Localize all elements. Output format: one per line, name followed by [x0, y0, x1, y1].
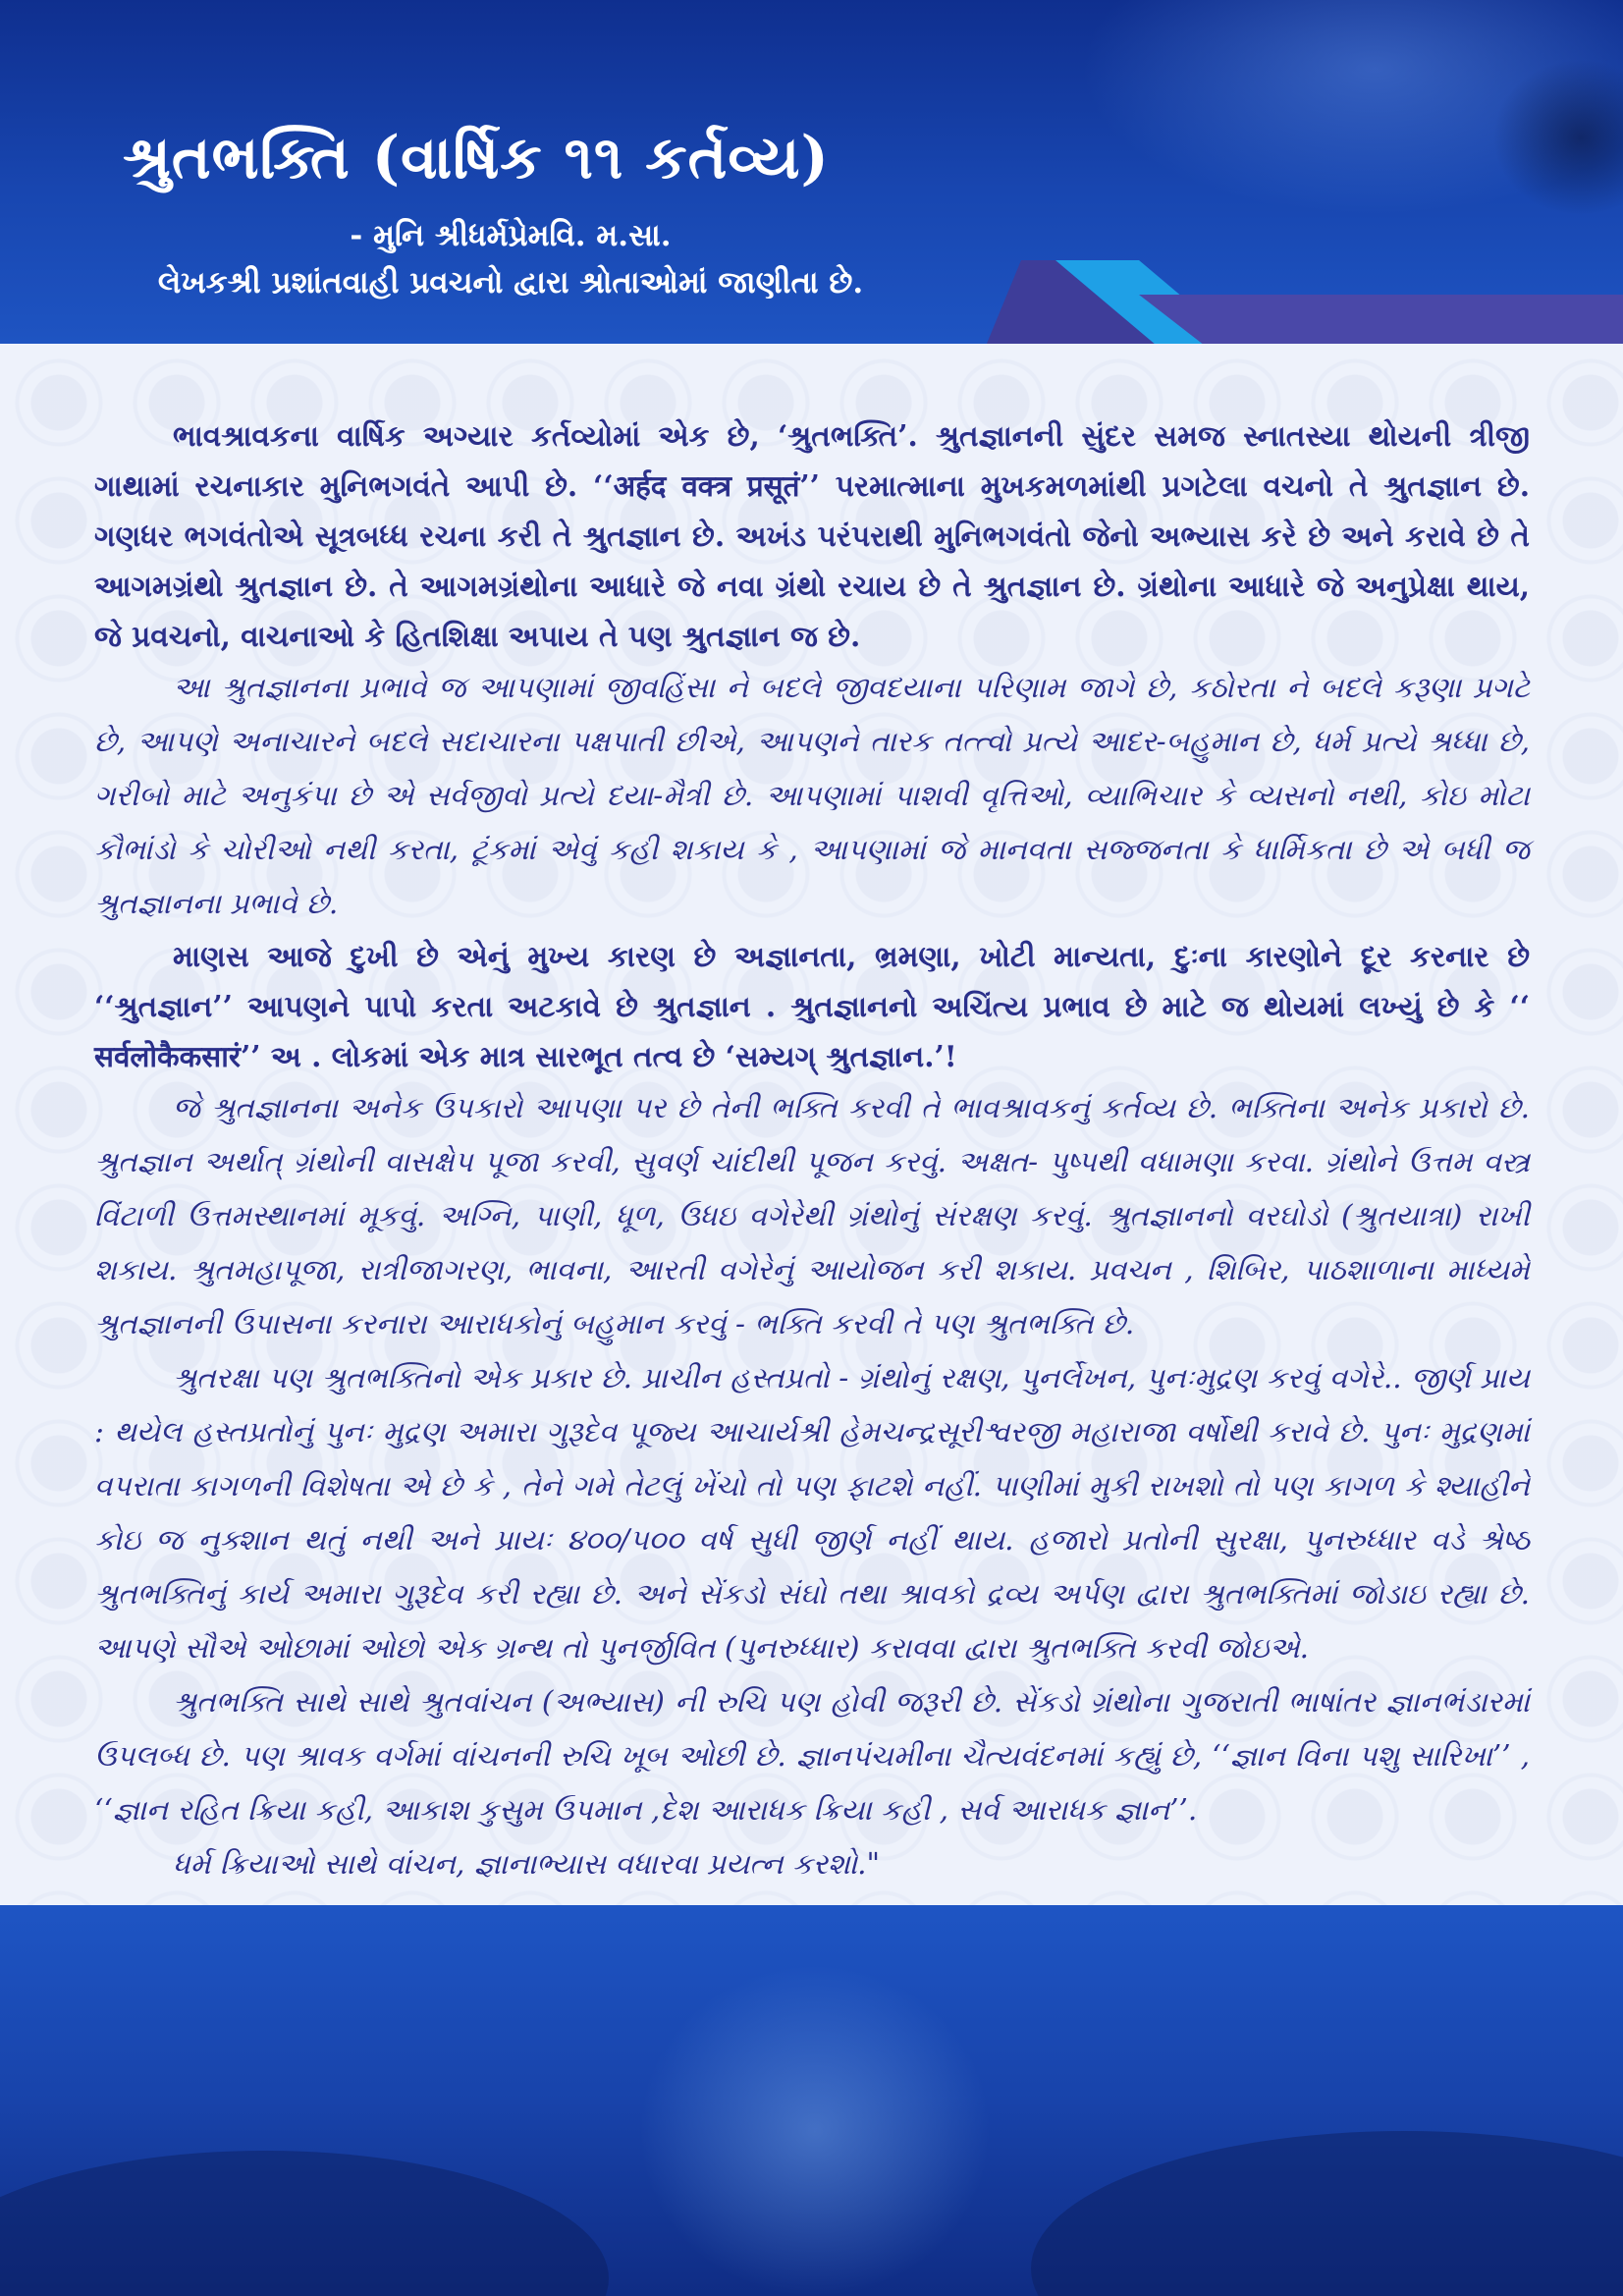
article-body	[94, 410, 1530, 1891]
author-description: લેખકશ્રી પ્રશાંતવાહી પ્રવચનો દ્વારા શ્રોતાઓમાં જાણીતા છે.	[157, 265, 864, 301]
footer-glow-orb	[638, 1964, 992, 2296]
footer-banner	[0, 1905, 1623, 2296]
paragraph: શ્રુતભક્તિ સાથે સાથે શ્રુતવાંચન (અભ્યાસ) ની રુચિ પણ હોવી જરૂરી છે. સેંકડો ગ્રંથોના ગુજરાતી ભાષાંતર જ્ઞાનભંડારમાં ઉપલબ્ધ છે. પણ શ્રાવક વર્ગમાં વાંચનની રુચિ ખૂબ ઓછી છે. જ્ઞાનપંચમીના ચૈત્યવંદનમાં કહ્યું છે, ‘‘જ્ઞાન વિના પશુ સારિખા’’ , ‘‘જ્ઞાન રહિત ક્રિયા કહી, આકાશ કુસુમ ઉપમાન ,દેશ આરાધક ક્રિયા કહી , સર્વ આરાધક જ્ઞાન’’.	[94, 1685, 1530, 1827]
author-line: - મુનિ શ્રીધર્મપ્રેમવિ. મ.સા.	[350, 218, 672, 253]
paragraph: માણસ આજે દુખી છે એનું મુખ્ય કારણ છે અજ્ઞાનતા, ભ્રમણા, ખોટી માન્યતા, દુઃના કારણોને દૂર કરનાર છે ‘‘શ્રુતજ્ઞાન’’ આપણને પાપો કરતા અટકાવે છે શ્રુતજ્ઞાન . શ્રુતજ્ઞાનનો અચિંત્ય પ્રભાવ છે માટે જ થોયમાં લખ્યું છે કે ‘‘ सर्वलोकैकसारं’’ અ . લોકમાં એક માત્ર સારભૂત તત્વ છે ‘સમ્યગ્ શ્રુતજ્ઞાન.’!	[94, 939, 1530, 1073]
paragraph: આ શ્રુતજ્ઞાનના પ્રભાવે જ આપણામાં જીવહિંસા ને બદલે જીવદયાના પરિણામ જાગે છે, કઠોરતા ને બદલે કરૂણા પ્રગટે છે, આપણે અનાચારને બદલે સદાચારના પક્ષપાતી છીએ, આપણને તારક તત્ત્વો પ્રત્યે આદર-બહુમાન છે, ધર્મ પ્રત્યે શ્રધ્ધા છે, ગરીબો માટે અનુકંપા છે એ સર્વજીવો પ્રત્યે દયા-મૈત્રી છે. આપણામાં પાશવી વૃત્તિઓ, વ્યાભિચાર કે વ્યસનો નથી, કોઇ મોટા કૌભાંડો કે ચોરીઓ નથી કરતા, ટૂંકમાં એવું કહી શકાય કે , આપણામાં જે માનવતા સજ્જનતા કે ધાર્મિકતા છે એ બધી જ શ્રુતજ્ઞાનના પ્રભાવે છે.	[94, 671, 1530, 920]
paragraph: ભાવશ્રાવકના વાર્ષિક અગ્યાર કર્તવ્યોમાં એક છે, ‘શ્રુતભક્તિ’. શ્રુતજ્ઞાનની સુંદર સમજ સ્નાતસ્યા થોયની ત્રીજી ગાથામાં રચનાકાર મુનિભગવંતે આપી છે. ‘‘अर्हद वक्त्र प्रसूतं’’ પરમાત્માના મુખકમળમાંથી પ્રગટેલા વચનો તે શ્રુતજ્ઞાન છે. ગણધર ભગવંતોએ સૂત્રબધ્ધ રચના કરી તે શ્રુતજ્ઞાન છે. અખંડ પરંપરાથી મુનિભગવંતો જેનો અભ્યાસ કરે છે અને કરાવે છે તે આગમગ્રંથો શ્રુતજ્ઞાન છે. તે આગમગ્રંથોના આધારે જે નવા ગ્રંથો રચાય છે તે શ્રુતજ્ઞાન છે. ગ્રંથોના આધારે જે અનુપ્રેક્ષા થાય, જે પ્રવચનો, વાચનાઓ કે હિતશિક્ષા અપાય તે પણ શ્રુતજ્ઞાન જ છે.	[94, 418, 1530, 653]
footer-dune-left	[0, 2151, 609, 2296]
paragraph: શ્રુતરક્ષા પણ શ્રુતભક્તિનો એક પ્રકાર છે. પ્રાચીન હસ્તપ્રતો - ગ્રંથોનું રક્ષણ, પુનર્લેખન, પુનઃમુદ્રણ કરવું વગેરે.. જીર્ણ પ્રાય : થયેલ હસ્તપ્રતોનું પુનઃ મુદ્રણ અમારા ગુરૂદેવ પૂજ્ય આચાર્યશ્રી હેમચન્દ્રસૂરીશ્વરજી મહારાજા વર્ષોથી કરાવે છે. પુનઃ મુદ્રણમાં વપરાતા કાગળની વિશેષતા એ છે કે , તેને ગમે તેટલું ખેંચો તો પણ ફાટશે નહીં. પાણીમાં મુકી રાખશો તો પણ કાગળ કે શ્યાહીને કોઇ જ નુક્શાન થતું નથી અને પ્રાયઃ ૪૦૦/૫૦૦ વર્ષ સુધી જીર્ણ નહીં થાય. હજારો પ્રતોની સુરક્ષા, પુનરુધ્ધાર વડે શ્રેષ્ઠ શ્રુતભક્તિનું કાર્ય અમારા ગુરૂદેવ કરી રહ્યા છે. અને સેંકડો સંઘો તથા શ્રાવકો દ્રવ્ય અર્પણ દ્વારા શ્રુતભક્તિમાં જોડાઇ રહ્યા છે. આપણે સૌએ ઓછામાં ઓછો એક ગ્રન્થ તો પુનર્જીવિત (પુનરુધ્ધાર) કરાવવા દ્વારા શ્રુતભક્તિ કરવી જોઇએ.	[94, 1361, 1530, 1665]
paragraph: ધર્મ ક્રિયાઓ સાથે વાંચન, જ્ઞાનાભ્યાસ વધારવા પ્રયત્ન કરશો."	[173, 1847, 881, 1881]
page-title: શ્રુતભક્તિ (વાર્ષિક ૧૧ કર્તવ્ય)	[123, 124, 830, 192]
paragraph: જે શ્રુતજ્ઞાનના અનેક ઉપકારો આપણા પર છે તેની ભક્તિ કરવી તે ભાવશ્રાવકનું કર્તવ્ય છે. ભક્તિના અનેક પ્રકારો છે. શ્રુતજ્ઞાન અર્થાત્ ગ્રંથોની વાસક્ષેપ પૂજા કરવી, સુવર્ણ ચાંદીથી પૂજન કરવું. અક્ષત- પુષ્પથી વધામણા કરવા. ગ્રંથોને ઉત્તમ વસ્ત્ર વિંટાળી ઉત્તમસ્થાનમાં મૂકવું. અગ્નિ, પાણી, ધૂળ, ઉધઇ વગેરેથી ગ્રંથોનું સંરક્ષણ કરવું. શ્રુતજ્ઞાનનો વરઘોડો (શ્રુતયાત્રા) રાખી શકાય. શ્રુતમહાપૂજા, રાત્રીજાગરણ, ભાવના, આરતી વગેરેનું આયોજન કરી શકાય. પ્રવચન , શિબિર, પાઠશાળાના માધ્યમે શ્રુતજ્ઞાનની ઉપાસના કરનારા આરાધકોનું બહુમાન કરવું - ભક્તિ કરવી તે પણ શ્રુતભક્તિ છે.	[94, 1091, 1530, 1340]
footer-dune-right	[1031, 2131, 1623, 2296]
